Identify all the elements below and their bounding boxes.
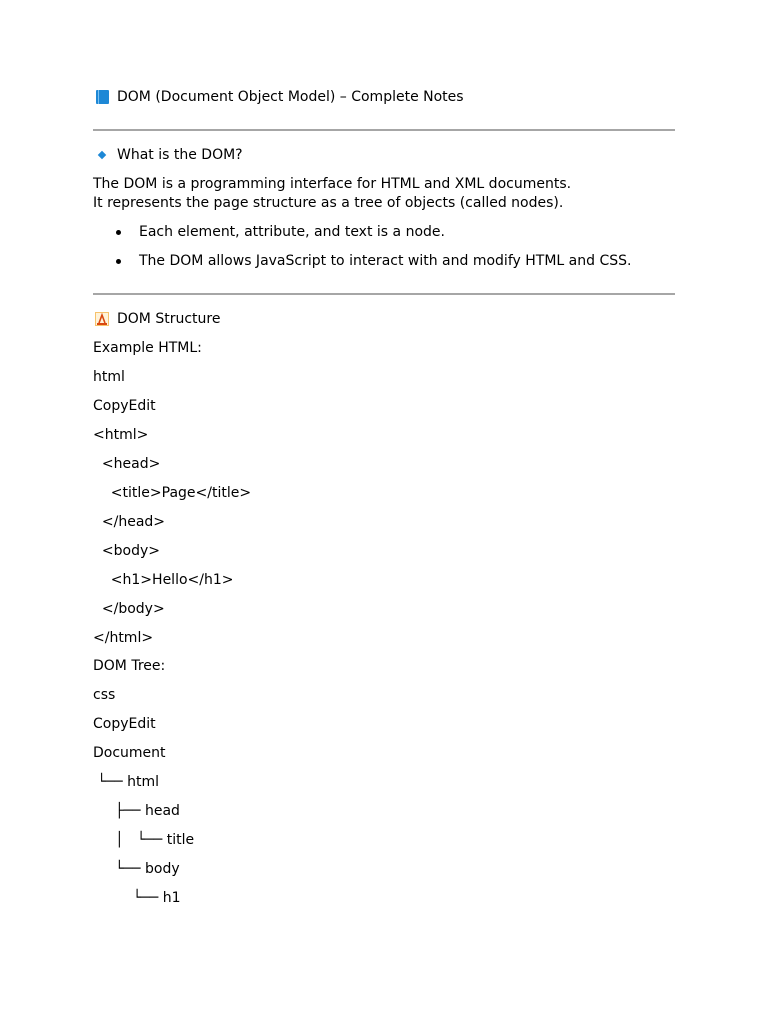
page-title: DOM (Document Object Model) – Complete Notes [117,89,464,105]
code-language: html [93,369,125,385]
divider [93,293,675,295]
code-language: css [93,687,116,703]
code-line: <h1>Hello</h1> [93,572,234,588]
section-heading-dom-structure: DOM Structure [117,311,221,327]
code-line: <html> [93,427,149,443]
diamond-icon [98,151,106,159]
copy-edit-button[interactable]: CopyEdit [93,398,156,414]
tree-line: └── h1 [93,890,181,906]
copy-edit-button[interactable]: CopyEdit [93,716,156,732]
divider [93,129,675,131]
paragraph: It represents the page structure as a tree of objects (called nodes). [93,195,564,211]
paragraph: The DOM is a programming interface for HTML and XML documents. [93,176,572,192]
code-line: </head> [93,514,166,530]
code-line: <title>Page</title> [93,485,252,501]
title-icon [96,90,109,104]
tree-line: └── body [93,861,180,877]
tree-line: └── html [93,774,160,790]
structure-icon [95,312,109,326]
bullet-dot [116,259,121,264]
bullet-dot [116,230,121,235]
tree-line: ├── head [93,803,180,819]
tree-label: DOM Tree: [93,658,166,674]
example-label: Example HTML: [93,340,202,356]
tree-line: Document [93,745,166,761]
bullet-item: Each element, attribute, and text is a node. [139,224,445,240]
bullet-item: The DOM allows JavaScript to interact with and modify HTML and CSS. [139,253,632,269]
code-line: <head> [93,456,161,472]
section-heading-what-is-dom: What is the DOM? [117,147,243,163]
code-line: </html> [93,630,154,646]
tree-line: │ └── title [93,832,195,848]
code-line: </body> [93,601,165,617]
code-line: <body> [93,543,160,559]
